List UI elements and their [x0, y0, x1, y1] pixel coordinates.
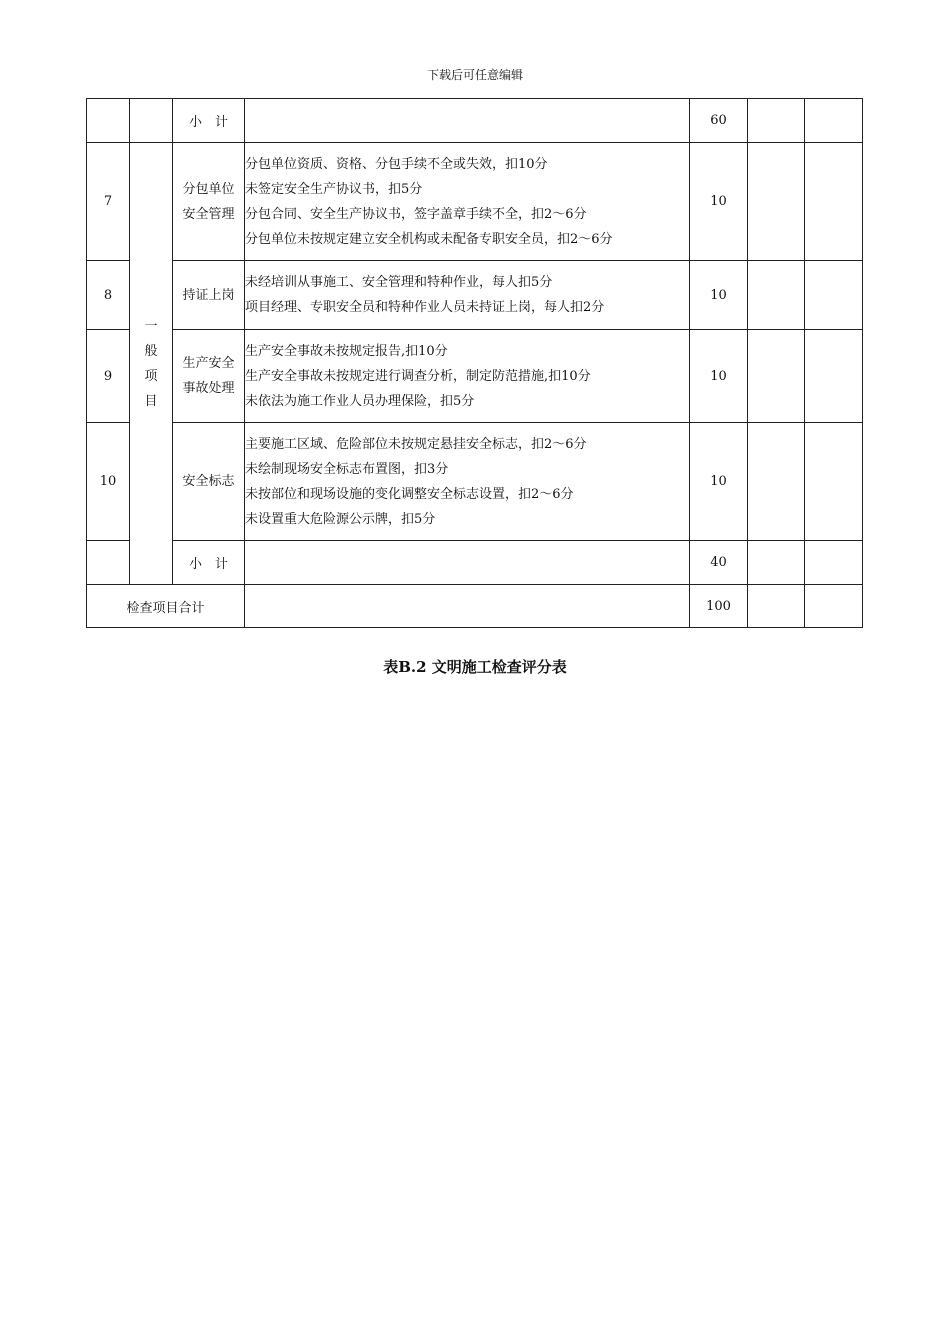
table-row [87, 423, 863, 541]
empty-cell [245, 99, 690, 143]
actual-score-cell [805, 261, 863, 330]
category-label: 持证上岗 [173, 261, 245, 330]
subtotal-score: 40 [690, 541, 748, 585]
deduction-cell [748, 330, 805, 423]
header-note: 下载后可任意编辑 [426, 68, 523, 82]
actual-score-cell [805, 143, 863, 261]
category-label: 安全标志 [173, 423, 245, 541]
actual-score-cell [805, 423, 863, 541]
empty-cell [245, 541, 690, 585]
empty-cell [130, 99, 173, 143]
score-cell: 10 [690, 330, 748, 423]
deduction-cell [748, 143, 805, 261]
deduction-cell [748, 585, 805, 628]
actual-score-cell [805, 330, 863, 423]
empty-cell [245, 585, 690, 628]
deduction-items: 未经培训从事施工、安全管理和特种作业，每人扣5分 项目经理、专职安全员和特种作业人员未持证上岗，每人扣2分 [245, 261, 690, 330]
total-label: 检查项目合计 [87, 585, 245, 628]
actual-score-cell [805, 585, 863, 628]
deduction-items: 分包单位资质、资格、分包手续不全或失效，扣10分 未签定安全生产协议书，扣5分 分包合同、安全生产协议书，签字盖章手续不全，扣2～6分 分包单位未按规定建立安全机构或未配备专职安全员，扣2～6分 [245, 143, 690, 261]
row-number: 10 [87, 423, 130, 541]
category-label: 生产安全 事故处理 [173, 330, 245, 423]
subtotal-row-bottom [87, 541, 863, 585]
category-label: 分包单位 安全管理 [173, 143, 245, 261]
deduction-cell [748, 261, 805, 330]
score-cell: 10 [690, 423, 748, 541]
table-row [87, 330, 863, 423]
deduction-items: 主要施工区域、危险部位未按规定悬挂安全标志，扣2～6分 未绘制现场安全标志布置图，扣3分 未按部位和现场设施的变化调整安全标志设置，扣2～6分 未设置重大危险源公示牌，扣5分 [245, 423, 690, 541]
total-row [87, 585, 863, 628]
row-number: 8 [87, 261, 130, 330]
actual-score-cell [805, 99, 863, 143]
subtotal-label: 小 计 [173, 541, 245, 585]
empty-cell [87, 541, 130, 585]
table-row [87, 261, 863, 330]
empty-cell [87, 99, 130, 143]
subtotal-row-top [87, 99, 863, 143]
deduction-cell [748, 541, 805, 585]
deduction-cell [748, 423, 805, 541]
table-row [87, 143, 863, 261]
deduction-cell [748, 99, 805, 143]
score-cell: 10 [690, 261, 748, 330]
deduction-items: 生产安全事故未按规定报告,扣10分 生产安全事故未按规定进行调查分析，制定防范措施,扣10分 未依法为施工作业人员办理保险，扣5分 [245, 330, 690, 423]
subtotal-label: 小 计 [173, 99, 245, 143]
score-table [86, 98, 863, 628]
row-number: 9 [87, 330, 130, 423]
subtotal-score: 60 [690, 99, 748, 143]
table-caption: 表B.2 文明施工检查评分表 [383, 658, 567, 676]
total-score: 100 [690, 585, 748, 628]
row-number: 7 [87, 143, 130, 261]
general-items-label: 一 般 项 目 [130, 143, 173, 585]
score-cell: 10 [690, 143, 748, 261]
actual-score-cell [805, 541, 863, 585]
